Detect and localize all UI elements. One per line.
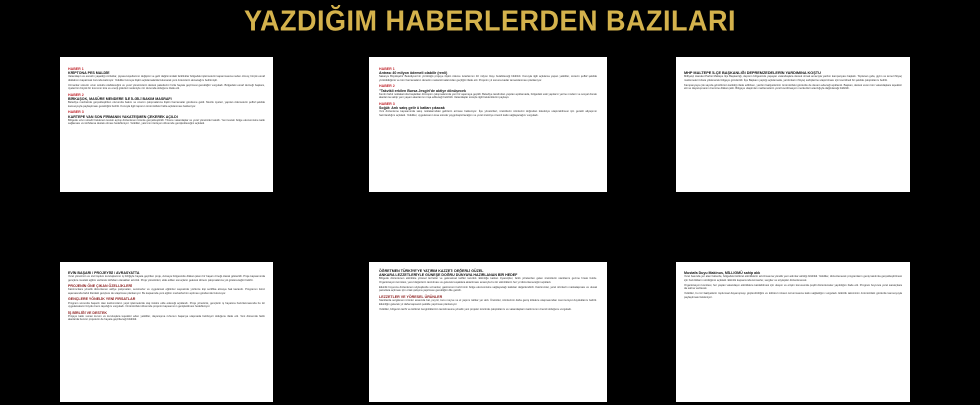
news-paragraph: Vatandaşın ve esnafın yaşadığı zorluklar, piyasa koşullarının değişimi ve gelir dağılımındaki farklılıklar bölgedeki işletmelerin kapanmasına neden olmuş; birçok esnaf dükkânını kapatmak zorunda kalmıştır. Yetkililer konuya ilişkin açıklamalarda bulunarak yeni önlemlerin alınacağını belirtmiştir. (68, 75, 265, 82)
news-paragraph: Yetkililer, bu tür faaliyetlerin toplumsal dayanışmayı güçlendirdiğini ve kültürel mirasın korunmasına katkı sağladığını vurguladı. Etkinlik takviminin önümüzdeki günlerde kamuoyuyla paylaşılması bekleniyor. (684, 292, 902, 299)
news-paragraph: Kampanyaya çok sayıda gönüllünün katıldığı ifade edilirken, yardım faaliyetlerinin önümüzdeki günlerde de devam edeceği açıklandı. Başkan, destek veren tüm vatandaşlara teşekkür etti ve dayanışmanın önemine dikkat çekti. Bölgeye ulaştırılan malzemelerin yerel koordinasyon merkezleri aracılığıyla dağıtılacağı bildirildi. (684, 83, 902, 91)
section-heading: PROJENİN ÖNE ÇIKAN ÖZELLİKLERİ (68, 284, 133, 289)
news-paragraph: Yerel basında yer alan haberde, bölgedeki kültürel etkinliklerin artırılmasına yönelik yeni adımlar atıldığı bildirildi. Yetkililer, düzenlenecek programların geniş katılımla gerçekleştirilmesi için hazırlıkların sürdüğünü açıkladı. Etkinlik kapsamında konserler, sergiler ve söyleşiler düzenlenecek. (684, 275, 902, 282)
article-page-3 (676, 57, 910, 192)
news-headline: ANKARA LEZZETLERİYLE GÜNEŞE DOĞRU DÜNYAYA HAZIRLANAN BİR HEDEF (379, 273, 518, 278)
news-paragraph: Kentin farklı noktalarında başlatılan dönüşüm çalışmalarında yeni bir aşamaya geçildi. Belediye tarafından yapılan açıklamada, bölgedeki eski yapıların yerine modern ve sosyal donatı alanlarına sahip yeni yaşam alanlarının inşa edileceği belirtildi. Vatandaşlar süreçle ilgili beklentilerini paylaştı. (379, 92, 597, 100)
page-title: YAZDIĞIM HABERLERDEN BAZILARI (243, 5, 736, 37)
article-page-1 (60, 57, 273, 192)
news-paragraph: Bölgede düzenlenen etkinlikte yöresel lezzetler ve geleneksel tarifler tanıtıldı. Etkinliğe katılan ziyaretçiler, farklı yörelerden gelen üreticilerin stantlarını gezme fırsatı buldu. Organizasyon komitesi, yerel değerlerin tanıtılması ve gelecek kuşaklara aktarılması amacıyla bu tür etkinliklerin her yıl düzenleneceğini açıkladı. (379, 277, 597, 284)
news-paragraph: Belediye meclisinde gerçekleştirilen oturumda bakım ve onarım çalışmalarına ilişkin harcamalar gündeme geldi. Meclis üyeleri, yapılan ödemelerin şeffaf şekilde kamuoyuyla paylaşılması gerektiğini belirtti. Konuyla ilgili raporun önümüzdeki hafta açıklanması bekleniyor. (68, 101, 265, 108)
news-paragraph: Stantlarda sergilenen ürünler arasında bal, peynir, kuru meyve ve el yapımı tatlılar yer aldı. Üreticiler, ürünlerinin daha geniş kitlelere ulaşmasından memnuniyet duyduklarını belirtti. Etkinliğin gelecek yıl daha kapsamlı şekilde yapılması planlanıyor. (379, 299, 597, 306)
news-label: HABER 2 (68, 92, 84, 97)
news-paragraph: Organizasyon komitesi, her yaştan vatandaşın etkinliklere katılabilmesi için ulaşım ve erişim konusunda çeşitli düzenlemeler yapıldığını ifade etti. Program boyunca yerel sanatçılara da sahne verilecek. (684, 283, 902, 291)
news-paragraph: Sakarya Büyükşehir Belediyesi'nin yürüttüğü projeye ilişkin ödeme tutarlarının 40 milyon lirayı bulabileceği bildirildi. Konuyla ilgili açıklama yapan yetkililer, sürecin şeffaf şekilde yürütüldüğünü ve tüm harcamaların denetim mekanizmalarından geçtiğini ifade etti. Projenin yıl sonuna kadar tamamlanması planlanıyor. (379, 75, 597, 82)
section-heading: LEZZETLER VE YÖRESEL ÜRÜNLER (379, 294, 443, 299)
news-paragraph: Yerel yönetimin ve sivil toplum kuruluşlarının iş birliğiyle hayata geçirilen proje, Avrasya bölgesinde dikkat çeken bir başarı örneği olarak gösterildi. Proje kapsamında gençlere mesleki eğitim verilerek istihdam olanakları artırıldı. Proje yöneticileri, elde edilen sonuçların gelecek dönem çalışmalarına yol göstereceğini belirtti. (68, 275, 265, 282)
news-headline: KARTEPE VAN SON FİRMANIN YAKATEŞMEN ÇEKEREK AÇILDI (68, 114, 178, 119)
news-headline: BİRKAŞOK, MASÜRE MENDERE İLE İLGİLİ BAKIM MASRAFI (68, 97, 172, 102)
news-label: HABER 3 (379, 101, 395, 106)
news-paragraph: Katılımcılara yönelik düzenlenen atölye çalışmaları, seminerler ve uygulamalı eğitimler sayesinde yüzlerce kişi sertifika almaya hak kazandı. Programın ikinci aşamasında farklı illerdeki gençlere de ulaşılması planlanıyor. Bu kapsamda yeni eğitim merkezlerinin açılması gündemde bulunuyor. (68, 288, 265, 295)
news-headline: MHP MALTEPE İLÇE BAŞKANLIĞI DEPREMZEDELERİN YARDIMINA KOŞTU (684, 71, 821, 75)
news-headline: ÖĞRETMEN TÜRKİYE'YE YATIRIM KAZZET: DEĞERLİ GÜZEL (379, 269, 484, 273)
section-heading: İŞ BİRLİĞİ VE DESTEK (68, 310, 107, 315)
news-headline: "Takvikli erkilen Bursa Jesgiri'de aktiye dönüşecek (379, 88, 466, 93)
news-label: HABER 1 (68, 67, 84, 71)
news-headline: Soğüt: Arılı satış gelir ü katları çıkacak (379, 106, 445, 111)
section-heading: GENÇLERE YÖNELİK YENİ FIRSATLAR (68, 297, 136, 302)
news-headline: Mustafa Duyu Makinus, MİLLIGMÜ sahip alık (684, 271, 761, 275)
article-page-6 (676, 262, 910, 402)
news-headline: EVİN BAŞARI / PROJEYİSİ / AVRASYATTA (68, 271, 140, 275)
news-paragraph: Bölgede uzun süredir beklenen tesisin açılışı düzenlenen törenle gerçekleştirildi. Törene vatandaşlar ve yerel yöneticiler katıldı. Yeni tesisin bölge ekonomisine katkı sağlaması ve istihdama destek olması hedefleniyor. Yetkililer, yatırımın ilerleyen dönemde genişletileceğini açıkladı. (68, 118, 265, 126)
news-label: HABER 2 (379, 84, 395, 89)
news-paragraph: Uzmanlar sürecin uzun soluklu olabileceğini ve yerel yönetimlerin destek paketlerini hızla hayata geçirmesi gerektiğini vurguladı. Bölgedeki esnaf derneği başkanı, üyelerinin büyük bir kısmının kira ve enerji giderleri nedeniyle zor durumda olduğunu ifade etti. (68, 83, 265, 91)
article-page-5 (369, 262, 607, 402)
news-paragraph: Milliyetçi Hareket Partisi Maltepe İlçe Başkanlığı, deprem bölgesinde yaşayan vatandaşlara destek olmak amacıyla yardım kampanyası başlattı. Toplanan gıda, giyim ve temel ihtiyaç malzemeleri tırlara yüklenerek bölgeye gönderildi. İlçe Başkanı yaptığı açıklamada, yardımların ihtiyaç sahiplerine ulaştırılması için koordineli bir şekilde çalıştıklarını belirtti. (684, 75, 902, 82)
news-paragraph: Yetkililer, bölgenin tarihi ve kültürel zenginliklerinin tanıtılmasına yönelik yeni projeler üzerinde çalıştıklarını ve vatandaşların katılımının önemli olduğunu vurguladı. (379, 307, 572, 311)
news-headline: KRİPTONA PES MALDİE (68, 71, 110, 76)
article-page-4 (60, 262, 273, 402)
news-paragraph: Yeni düzenleme kapsamında satış noktalarındaki gelirlerin artması bekleniyor. İlçe yöneticileri, üreticilerin ürünlerini doğrudan tüketiciye ulaştırabilmesi için gerekli altyapının hazırlandığını açıkladı. Yetkililer, uygulamanın kısa sürede yaygınlaştırılacağını ve yerel üreticiye önemli katkı sağlayacağını vurguladı. (379, 110, 597, 117)
news-headline: Antrası 40 milyon ödemeli olabilir (renli) (379, 71, 448, 76)
news-paragraph: Program sonunda başarılı olan katılımcıların yerel işletmelerde staj imkânı elde edeceği açıklandı. Proje yöneticisi, gençlerin iş hayatına hazırlanmasında bu tür uygulamaların büyük önem taşıdığını vurguladı. Önümüzdeki dönemde projenin kapsamının genişletilmesi hedefleniyor. (68, 301, 265, 309)
news-label: HABER 3 (68, 110, 84, 115)
news-paragraph: Projeye katkı sunan kurum ve kuruluşlara teşekkür eden yetkililer, dayanışma ruhunun başarıya ulaşmada belirleyici olduğunu ifade etti. Yeni dönemde farklı alanlarda benzer projelerin de hayata geçirileceği bildirildi. (68, 314, 265, 322)
article-page-2 (369, 57, 607, 192)
news-paragraph: Etkinlik boyunca düzenlenen söyleşilerde uzmanlar, gastronomi turizminin bölge ekonomisine sağlayacağı katkıları değerlendirdi. Katılımcılar, yerel ürünlerin markalaşması ve ulusal pazarlara açılması için ortak çalışma yapılması gerektiğini dile getirdi. (379, 285, 597, 293)
news-label: HABER 1 (379, 67, 395, 71)
